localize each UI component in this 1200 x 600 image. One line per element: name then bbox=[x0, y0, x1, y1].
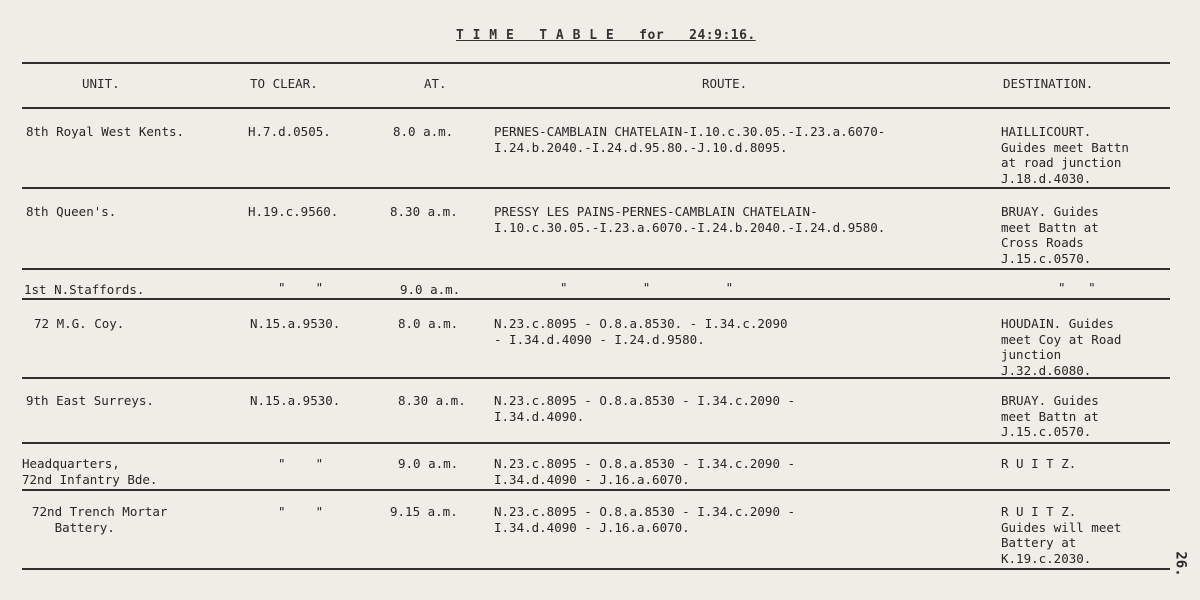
row-rule-5 bbox=[22, 442, 1170, 444]
row-5-unit: 9th East Surreys. bbox=[26, 393, 154, 408]
row-3-unit: 1st N.Staffords. bbox=[24, 282, 145, 297]
header-at: AT. bbox=[424, 76, 447, 91]
row-rule-3 bbox=[22, 298, 1170, 300]
header-to-clear: TO CLEAR. bbox=[250, 76, 318, 91]
row-4-route: N.23.c.8095 - O.8.a.8530. - I.34.c.2090 - I.34.d.4090 - I.24.d.9580. bbox=[494, 316, 788, 347]
row-1-unit: 8th Royal West Kents. bbox=[26, 124, 185, 139]
top-rule bbox=[22, 62, 1170, 64]
row-5-destination: BRUAY. Guides meet Battn at J.15.c.0570. bbox=[1001, 393, 1099, 439]
row-2-to-clear: H.19.c.9560. bbox=[248, 204, 339, 219]
row-rule-2 bbox=[22, 268, 1170, 270]
row-7-to-clear: " " bbox=[278, 504, 324, 519]
page-number: 26. bbox=[1172, 551, 1189, 577]
header-rule bbox=[22, 107, 1170, 109]
header-destination: DESTINATION. bbox=[1003, 76, 1094, 91]
row-7-destination: R U I T Z. Guides will meet Battery at K.19.c.2030. bbox=[1001, 504, 1122, 566]
row-rule-1 bbox=[22, 187, 1170, 189]
row-4-to-clear: N.15.a.9530. bbox=[250, 316, 341, 331]
header-unit: UNIT. bbox=[82, 76, 120, 91]
row-6-unit: Headquarters, 72nd Infantry Bde. bbox=[22, 456, 158, 487]
row-6-at: 9.0 a.m. bbox=[398, 456, 459, 471]
row-4-at: 8.0 a.m. bbox=[398, 316, 459, 331]
row-3-destination: " " bbox=[1058, 280, 1096, 295]
row-1-destination: HAILLICOURT. Guides meet Battn at road junction J.18.d.4030. bbox=[1001, 124, 1129, 186]
row-2-at: 8.30 a.m. bbox=[390, 204, 458, 219]
row-6-destination: R U I T Z. bbox=[1001, 456, 1077, 471]
row-5-at: 8.30 a.m. bbox=[398, 393, 466, 408]
row-3-at: 9.0 a.m. bbox=[400, 282, 461, 297]
row-3-route: " " " bbox=[560, 280, 734, 295]
row-2-destination: BRUAY. Guides meet Battn at Cross Roads J.15.c.0570. bbox=[1001, 204, 1099, 266]
page-title: T I M E T A B L E for 24:9:16. bbox=[456, 28, 756, 43]
row-1-at: 8.0 a.m. bbox=[393, 124, 454, 139]
row-1-to-clear: H.7.d.0505. bbox=[248, 124, 331, 139]
row-rule-4 bbox=[22, 377, 1170, 379]
row-7-at: 9.15 a.m. bbox=[390, 504, 458, 519]
bottom-rule bbox=[22, 568, 1170, 570]
row-4-destination: HOUDAIN. Guides meet Coy at Road junction J.32.d.6080. bbox=[1001, 316, 1122, 378]
row-1-route: PERNES-CAMBLAIN CHATELAIN-I.10.c.30.05.-I.23.a.6070- I.24.b.2040.-I.24.d.95.80.-J.10.d.8095. bbox=[494, 124, 886, 155]
row-7-route: N.23.c.8095 - O.8.a.8530 - I.34.c.2090 - I.34.d.4090 - J.16.a.6070. bbox=[494, 504, 796, 535]
header-route: ROUTE. bbox=[702, 76, 748, 91]
row-5-route: N.23.c.8095 - O.8.a.8530 - I.34.c.2090 - I.34.d.4090. bbox=[494, 393, 796, 424]
row-rule-6 bbox=[22, 489, 1170, 491]
row-7-unit: 72nd Trench Mortar Battery. bbox=[32, 504, 168, 535]
row-2-unit: 8th Queen's. bbox=[26, 204, 117, 219]
row-2-route: PRESSY LES PAINS-PERNES-CAMBLAIN CHATELAIN- I.10.c.30.05.-I.23.a.6070.-I.24.b.2040.-I.24.d.9580. bbox=[494, 204, 886, 235]
row-6-route: N.23.c.8095 - O.8.a.8530 - I.34.c.2090 - I.34.d.4090 - J.16.a.6070. bbox=[494, 456, 796, 487]
row-5-to-clear: N.15.a.9530. bbox=[250, 393, 341, 408]
row-4-unit: 72 M.G. Coy. bbox=[34, 316, 125, 331]
row-6-to-clear: " " bbox=[278, 456, 324, 471]
row-3-to-clear: " " bbox=[278, 280, 324, 295]
